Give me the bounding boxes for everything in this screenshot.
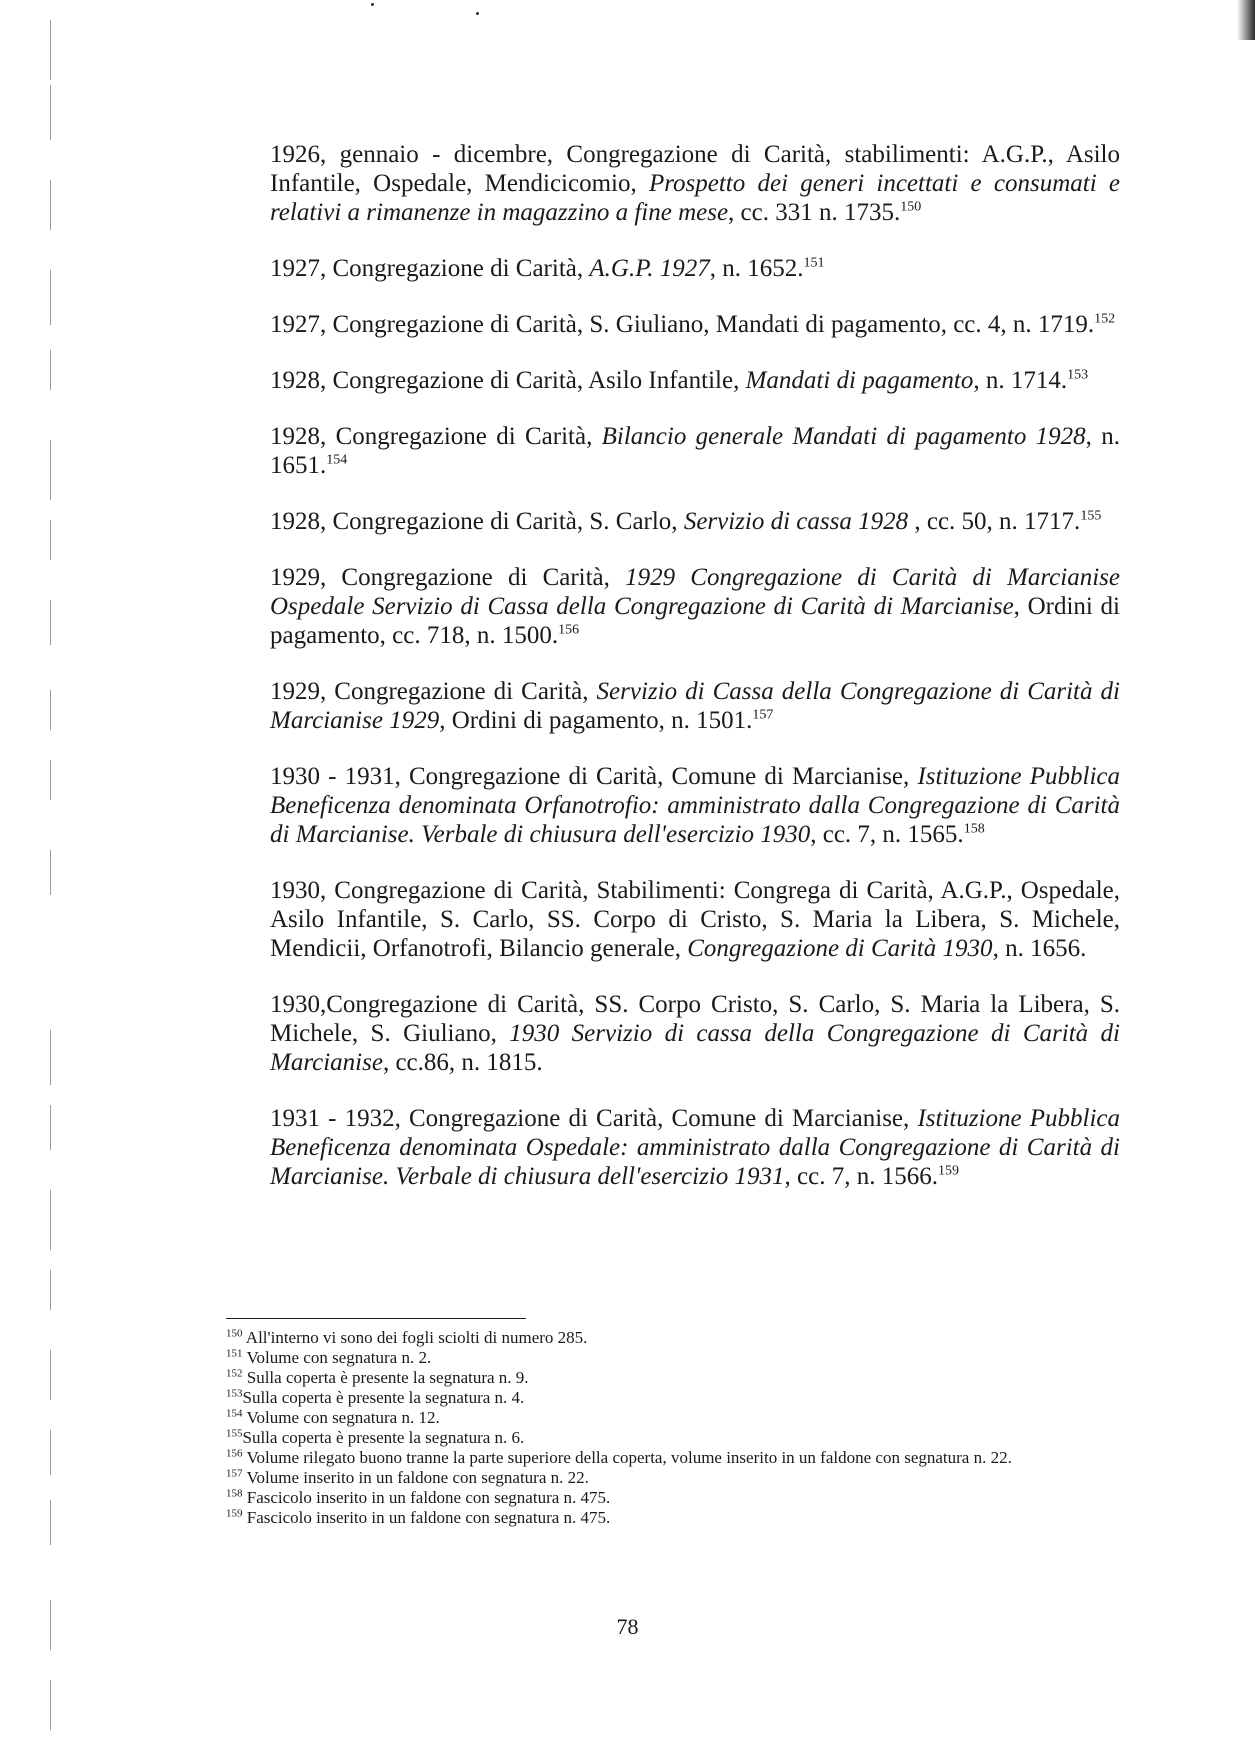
entry-text: 1928, Congregazione di Carità, S. Carlo,	[270, 508, 684, 535]
footnote-number: 153	[226, 1387, 243, 1400]
entry-text: 1930,Congregazione di Carità, SS. Corpo Cristo, S. Carlo, S. Maria la Libera, S. Michele, S. Giuliano,	[270, 991, 1120, 1047]
footnote-number: 154	[226, 1407, 243, 1420]
footnote-text: Sulla coperta è presente la segnatura n. 4.	[242, 1388, 525, 1407]
entry-title: Servizio di Cassa della Congregazione di Carità di Marcianise 1929	[270, 678, 1120, 734]
footnote-number: 150	[226, 1327, 243, 1340]
archive-entry	[270, 507, 1120, 536]
footnote	[226, 1388, 1116, 1408]
entry-title: 1930 Servizio di cassa della Congregazione di Carità di Marcianise	[270, 1020, 1120, 1076]
entry-text: 1930, Congregazione di Carità, Stabilimenti: Congrega di Carità, A.G.P., Ospedale, Asilo Infantile, S. Carlo, SS. Corpo di Cristo, S. Maria la Libera, S. Michele, Mendicii, Orfanotrofi, Bilancio generale,	[270, 877, 1120, 962]
footnote-separator	[226, 1318, 526, 1319]
footnote-text: Fascicolo inserito in un faldone con segnatura n. 475.	[242, 1488, 611, 1507]
footnote-number: 156	[226, 1447, 243, 1460]
footnote-text: Volume rilegato buono tranne la parte superiore della coperta, volume inserito in un faldone con segnatura n. 22.	[242, 1448, 1012, 1467]
archive-entry	[270, 762, 1120, 849]
binding-mark	[50, 270, 51, 325]
archive-entry	[270, 677, 1120, 735]
entry-text: , cc. 331 n. 1735.	[728, 199, 901, 226]
archive-entry	[270, 563, 1120, 650]
archive-entries	[270, 140, 1120, 1218]
binding-mark	[50, 1105, 51, 1150]
binding-mark	[50, 1500, 51, 1545]
binding-mark	[50, 1350, 51, 1400]
footnote-text: Fascicolo inserito in un faldone con segnatura n. 475.	[242, 1508, 611, 1527]
footnote	[226, 1368, 1116, 1388]
footnote	[226, 1328, 1116, 1348]
footnote-reference: 156	[558, 622, 580, 638]
entry-text: , cc. 7, n. 1565.	[810, 821, 964, 848]
footnote-reference: 157	[752, 707, 774, 723]
footnote-reference: 151	[803, 255, 825, 271]
entry-title: Istituzione Pubblica Beneficenza denominata Orfanotrofio: amministrato dalla Congregazione di Carità di Marcianise. Verbale di chiusura dell'esercizio 1930	[270, 763, 1120, 848]
archive-entry	[270, 422, 1120, 480]
footnote-text: Volume inserito in un faldone con segnatura n. 22.	[242, 1468, 589, 1487]
footnote-reference: 150	[900, 199, 922, 215]
scan-speck	[476, 12, 479, 15]
footnote-number: 155	[226, 1427, 243, 1440]
scan-speck	[371, 3, 374, 6]
binding-mark	[50, 85, 51, 140]
entry-title: Mandati di pagamento	[745, 367, 974, 394]
binding-mark	[50, 1430, 51, 1475]
entry-text: 1926, gennaio - dicembre, Congregazione di Carità, stabilimenti: A.G.P., Asilo Infantile, Ospedale, Mendicicomio,	[270, 141, 1120, 197]
footnote-number: 157	[226, 1467, 243, 1480]
entry-title: Servizio di cassa 1928	[683, 508, 909, 535]
binding-mark	[50, 1190, 51, 1250]
entry-text: 1927, Congregazione di Carità,	[270, 255, 590, 282]
footnote-reference: 152	[1094, 311, 1116, 327]
entry-title: Istituzione Pubblica Beneficenza denominata Ospedale: amministrato dalla Congregazione di Carità di Marcianise. Verbale di chiusura dell'esercizio 1931	[270, 1105, 1120, 1190]
archive-entry	[270, 1104, 1120, 1191]
footnote-text: Volume con segnatura n. 2.	[242, 1348, 432, 1367]
footnote-reference: 158	[963, 821, 985, 837]
footnote	[226, 1508, 1116, 1528]
binding-mark	[50, 1270, 51, 1310]
footnote	[226, 1408, 1116, 1428]
binding-mark	[50, 1030, 51, 1085]
binding-mark	[50, 20, 51, 80]
entry-text: , Ordini di pagamento, cc. 718, n. 1500.	[270, 593, 1121, 649]
archive-entry	[270, 310, 1120, 339]
entry-text: 1931 - 1932, Congregazione di Carità, Comune di Marcianise,	[270, 1105, 918, 1132]
footnote-number: 151	[226, 1347, 243, 1360]
binding-mark	[50, 760, 51, 800]
entry-title: A.G.P. 1927	[589, 255, 710, 282]
archive-entry	[270, 140, 1120, 227]
entry-title: 1929 Congregazione di Carità di Marcianise Ospedale Servizio di Cassa della Congregazione di Carità di Marcianise	[270, 564, 1120, 620]
footnote-number: 158	[226, 1487, 243, 1500]
entry-text: 1927, Congregazione di Carità, S. Giuliano, Mandati di pagamento, cc. 4, n. 1719.	[270, 311, 1095, 338]
entry-text: , n. 1651.	[270, 423, 1120, 479]
entry-text: , cc.86, n. 1815.	[382, 1049, 543, 1076]
entry-title: Congregazione di Carità 1930	[687, 935, 993, 962]
footnote	[226, 1468, 1116, 1488]
footnotes	[226, 1328, 1116, 1528]
footnote	[226, 1348, 1116, 1368]
entry-text: 1928, Congregazione di Carità,	[270, 423, 602, 450]
binding-mark	[50, 600, 51, 645]
entry-text: , cc. 50, n. 1717.	[908, 508, 1081, 535]
binding-mark	[50, 440, 51, 500]
footnote	[226, 1428, 1116, 1448]
footnote-number: 152	[226, 1367, 243, 1380]
archive-entry	[270, 366, 1120, 395]
footnote	[226, 1448, 1116, 1468]
footnote-text: Sulla coperta è presente la segnatura n. 9.	[242, 1368, 529, 1387]
footnote-text: Sulla coperta è presente la segnatura n. 6.	[242, 1428, 525, 1447]
binding-mark	[50, 350, 51, 390]
footnote-reference: 155	[1080, 508, 1102, 524]
binding-mark	[50, 690, 51, 730]
binding-mark	[50, 850, 51, 895]
entry-title: Prospetto dei generi incettati e consumati e relativi a rimanenze in magazzino a fine mese	[270, 170, 1120, 226]
archive-entry	[270, 254, 1120, 283]
scan-shadow	[1237, 0, 1255, 40]
entry-text: , n. 1656.	[992, 935, 1087, 962]
entry-text: 1928, Congregazione di Carità, Asilo Infantile,	[270, 367, 746, 394]
entry-title: Bilancio generale Mandati di pagamento 1928	[601, 423, 1086, 450]
binding-mark	[50, 520, 51, 560]
footnote-reference: 153	[1067, 367, 1089, 383]
footnote-reference: 154	[326, 452, 348, 468]
entry-text: , cc. 7, n. 1566.	[784, 1163, 938, 1190]
entry-text: , Ordini di pagamento, n. 1501.	[439, 707, 753, 734]
binding-mark	[50, 1680, 51, 1730]
footnote	[226, 1488, 1116, 1508]
entry-text: , n. 1714.	[973, 367, 1068, 394]
entry-text: , n. 1652.	[709, 255, 804, 282]
footnote-number: 159	[226, 1507, 243, 1520]
footnote-text: Volume con segnatura n. 12.	[242, 1408, 440, 1427]
page-number: 78	[616, 1614, 639, 1639]
archive-entry	[270, 876, 1120, 963]
entry-text: 1930 - 1931, Congregazione di Carità, Comune di Marcianise,	[270, 763, 918, 790]
archive-entry	[270, 990, 1120, 1077]
binding-mark	[50, 180, 51, 230]
footnote-reference: 159	[937, 1163, 959, 1179]
entry-text: 1929, Congregazione di Carità,	[270, 564, 626, 591]
entry-text: 1929, Congregazione di Carità,	[270, 678, 597, 705]
footnote-text: All'interno vi sono dei fogli sciolti di numero 285.	[242, 1328, 588, 1347]
